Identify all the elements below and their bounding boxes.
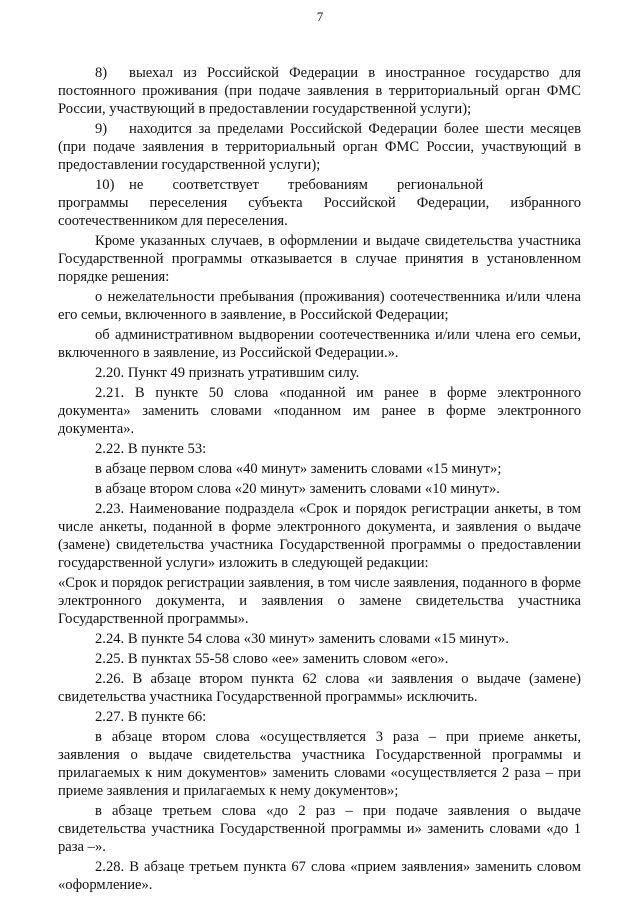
- paragraph-2-22-second: в абзаце втором слова «20 минут» заменить словами «10 минут».: [95, 481, 500, 497]
- paragraph-2-23-new-title: «Срок и порядок регистрации заявления, в том числе заявления, поданного в форме электронного документа, и заявления о замене свидетельства участника Государственной программы».: [58, 575, 581, 627]
- paragraph-refusal-intro: Кроме указанных случаев, в оформлении и выдаче свидетельства участника Государственной программы отказывается в случае принятия в установленном порядке решения:: [58, 233, 581, 285]
- paragraph-undesirable-stay: о нежелательности пребывания (проживания) соотечественника и/или члена его семьи, включенного в заявление, в Российской Федерации;: [58, 289, 581, 323]
- paragraph-2-27: 2.27. В пункте 66:: [95, 709, 207, 725]
- paragraph-2-22: 2.22. В пункте 53:: [95, 441, 207, 457]
- paragraph-2-23: 2.23. Наименование подраздела «Срок и порядок регистрации анкеты, в том числе анкеты, поданной в форме электронного документа, и заявления о выдаче (замене) свидетельства участника Государственной программы о предоставлении государственной услуги» изложить в следующей редакции:: [58, 501, 581, 571]
- paragraph-2-26: 2.26. В абзаце втором пункта 62 слова «и заявления о выдаче (замене) свидетельства участника Государственной программы» исключить.: [58, 671, 581, 705]
- paragraph-2-28: 2.28. В абзаце третьем пункта 67 слова «прием заявления» заменить словом «оформление».: [58, 859, 581, 893]
- page-number: 7: [316, 9, 324, 24]
- paragraph-2-27-third: в абзаце третьем слова «до 2 раз – при подаче заявления о выдаче свидетельства участника Государственной программы и» заменить словами «до 1 раза –».: [58, 803, 581, 855]
- paragraph-2-20: 2.20. Пункт 49 признать утратившим силу.: [95, 365, 360, 381]
- paragraph-item-10: 10) не соответствует требованиям региональной программы переселения субъекта Российской Федерации, избранного соотечественником для переселения.: [58, 177, 581, 229]
- paragraph-2-22-first: в абзаце первом слова «40 минут» заменить словами «15 минут»;: [95, 461, 502, 477]
- paragraph-administrative-expulsion: об административном выдворении соотечественника и/или члена его семьи, включенного в заявление, из Российской Федерации.».: [58, 327, 581, 361]
- paragraph-2-24: 2.24. В пункте 54 слова «30 минут» заменить словами «15 минут».: [95, 631, 509, 647]
- paragraph-2-27-second: в абзаце втором слова «осуществляется 3 раза – при приеме анкеты, заявления о выдаче свидетельства участника Государственной программы и прилагаемых к ним документов» заменить словами «осуществляется 2 раза – при приеме заявления и прилагаемых к нему документов»;: [58, 729, 581, 799]
- paragraph-2-25: 2.25. В пунктах 55-58 слово «ее» заменить словом «его».: [95, 651, 449, 667]
- paragraph-2-21: 2.21. В пункте 50 слова «поданной им ранее в форме электронного документа» заменить словами «поданном им ранее в форме электронного документа».: [58, 385, 581, 437]
- paragraph-item-9: 9) находится за пределами Российской Федерации более шести месяцев (при подаче заявления в территориальный орган ФМС России, участвующий в предоставлении государственной услуги);: [58, 121, 581, 173]
- paragraph-item-8: 8) выехал из Российской Федерации в иностранное государство для постоянного проживания (при подаче заявления в территориальный орган ФМС России, участвующий в предоставлении государственной услуги);: [58, 65, 581, 117]
- document-body: [58, 64, 581, 896]
